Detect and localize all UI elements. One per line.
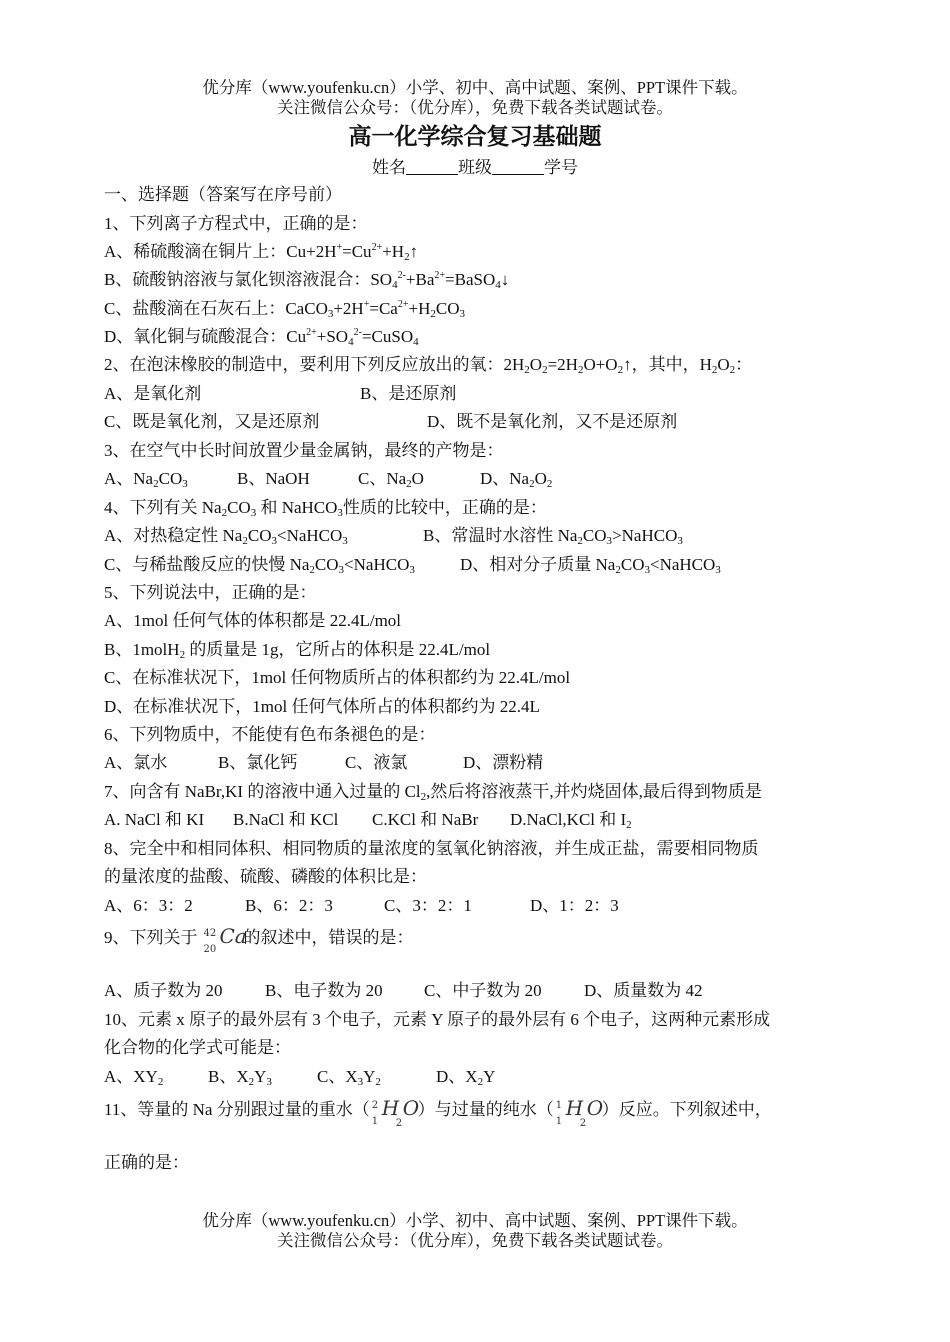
student-info-line (0, 155, 950, 181)
question-6-option-d: D、漂粉精 (463, 753, 544, 772)
question-1-option-c: C、盐酸滴在石灰石上：$CaCO_3+2H^+=Ca^{2+}+H_2CO_3$ (104, 299, 465, 320)
page-header-line-2: 关注微信公众号：（优分库），免费下载各类试题试卷。 (277, 98, 673, 117)
question-10-option-b: B、$X_2Y_3$ (208, 1067, 272, 1088)
question-7-stem: 7、向含有 NaBr,KI 的溶液中通入过量的 $Cl_2$,然后将溶液蒸干,并灼烧固体,最后得到物质是 (104, 782, 762, 803)
question-1-option-d: D、氧化铜与硫酸混合：$Cu^{2+}+SO_4^{2-}=CuSO_4$ (104, 327, 419, 348)
question-7-option-d: D.NaCl,KCl 和 $I_2$ (510, 810, 632, 831)
name-label: 姓名 (372, 158, 406, 177)
question-3-option-c: C、$Na_2O$ (358, 469, 424, 490)
class-blank[interactable] (492, 158, 544, 175)
question-5-option-c: C、在标准状况下，1mol 任何物质所占的体积都约为 22.4L/mol (104, 668, 571, 687)
question-5-option-b: B、1molH$_2$ 的质量是 1g，它所占的体积是 22.4L/mol (104, 640, 491, 661)
number-label: 学号 (544, 158, 578, 177)
question-10-option-a: A、$XY_2$ (104, 1067, 164, 1088)
question-7-option-b: B.NaCl 和 KCl (233, 810, 339, 829)
class-label: 班级 (458, 158, 492, 177)
pure-water-notation: 1 1 H 2 O (555, 1096, 604, 1129)
question-6-option-b: B、氯化钙 (218, 753, 298, 772)
calcium-isotope-notation: 42 20 Ca (203, 924, 247, 955)
question-10-option-c: C、$X_3Y_2$ (317, 1067, 381, 1088)
page-footer-line-2: 关注微信公众号：（优分库），免费下载各类试题试卷。 (277, 1231, 673, 1250)
question-3-option-d: D、$Na_2O_2$ (480, 469, 553, 490)
question-4-option-b: B、常温时水溶性 $Na_2CO_3>NaHCO_3$ (423, 526, 683, 547)
question-8-stem-line-1: 8、完全中和相同体积、相同物质的量浓度的氢氧化钠溶液，并生成正盐，需要相同物质 (104, 839, 759, 858)
page-footer-line-1: 优分库（www.youfenku.cn）小学、初中、高中试题、案例、PPT课件下载。 (202, 1211, 748, 1230)
question-8-option-a: A、6：3：2 (104, 896, 193, 915)
question-7-option-a: A. NaCl 和 KI (104, 810, 205, 829)
question-10-stem-line-1: 10、元素 x 原子的最外层有 3 个电子，元素 Y 原子的最外层有 6 个电子，这两种元素形成 (104, 1010, 771, 1029)
question-3-option-b: B、NaOH (237, 469, 310, 488)
name-blank[interactable] (406, 158, 458, 175)
question-1-stem: 1、下列离子方程式中，正确的是： (104, 214, 368, 233)
question-10-option-d: D、$X_2Y$ (436, 1067, 496, 1088)
question-1-option-a: A、稀硫酸滴在铜片上：$Cu+2H^+=Cu^{2+}+H_2↑$ (104, 242, 419, 263)
question-2-option-b: B、是还原剂 (360, 384, 457, 403)
question-4-stem: 4、下列有关 $Na_2CO_3$ 和 NaHCO$_3$性质的比较中，正确的是： (104, 498, 547, 519)
question-5-option-d: D、在标准状况下，1mol 任何气体所占的体积都约为 22.4L (104, 697, 540, 716)
question-2-option-d: D、既不是氧化剂，又不是还原剂 (427, 412, 678, 431)
question-8-option-d: D、1：2：3 (530, 896, 619, 915)
question-10-stem-line-2: 化合物的化学式可能是： (104, 1038, 291, 1057)
question-2-stem: 2、在泡沫橡胶的制造中，要利用下列反应放出的氧：$2H_2O_2=2H_2O+O_2↑$，其中，$H_2O_2$： (104, 355, 753, 376)
question-9-option-c: C、中子数为 20 (424, 981, 542, 1000)
question-9-option-a: A、质子数为 20 (104, 981, 223, 1000)
document-title: 高一化学综合复习基础题 (348, 124, 602, 149)
question-5-option-a: A、1mol 任何气体的体积都是 22.4L/mol (104, 611, 402, 630)
page-header-line-1: 优分库（www.youfenku.cn）小学、初中、高中试题、案例、PPT课件下载。 (202, 78, 748, 97)
question-3-option-a: A、$Na_2CO_3$ (104, 469, 188, 490)
question-2-option-c: C、既是氧化剂，又是还原剂 (104, 412, 320, 431)
question-7-option-c: C.KCl 和 NaBr (372, 810, 479, 829)
heavy-water-notation: 2 1 H 2 O (371, 1096, 420, 1129)
question-4-option-c: C、与稀盐酸反应的快慢 $Na_2CO_3<NaHCO_3$ (104, 555, 415, 576)
question-8-option-b: B、6：2：3 (245, 896, 333, 915)
question-6-stem: 6、下列物质中，不能使有色布条褪色的是： (104, 725, 436, 744)
question-8-option-c: C、3：2：1 (384, 896, 472, 915)
question-4-option-d: D、相对分子质量 $Na_2CO_3<NaHCO_3$ (460, 555, 721, 576)
question-5-stem: 5、下列说法中，正确的是： (104, 583, 317, 602)
question-1-option-b: B、硫酸钠溶液与氯化钡溶液混合：$SO_4^{2-}+Ba^{2+}=BaSO_4↓$ (104, 270, 510, 291)
question-6-option-a: A、氯水 (104, 753, 168, 772)
question-11-stem: 11、等量的 Na 分别跟过量的重水（ 2 1 H 2 O ）与过量的纯水（ 1 1 H 2 O ）反应。下列叙述中， (104, 1096, 772, 1129)
question-3-stem: 3、在空气中长时间放置少量金属钠，最终的产物是： (104, 441, 504, 460)
question-8-stem-line-2: 的量浓度的盐酸、硫酸、磷酸的体积比是： (104, 867, 427, 886)
question-9-stem: 9、下列关于 42 20 Ca 的叙述中，错误的是： (104, 924, 414, 955)
question-2-option-a: A、是氧化剂 (104, 384, 202, 403)
question-9-option-d: D、质量数为 42 (584, 981, 703, 1000)
question-6-option-c: C、液氯 (345, 753, 408, 772)
section-heading: 一、选择题（答案写在序号前） (104, 185, 342, 204)
question-11-stem-line-2: 正确的是： (104, 1153, 189, 1172)
question-4-option-a: A、对热稳定性 $Na_2CO_3<NaHCO_3$ (104, 526, 348, 547)
question-9-option-b: B、电子数为 20 (265, 981, 383, 1000)
